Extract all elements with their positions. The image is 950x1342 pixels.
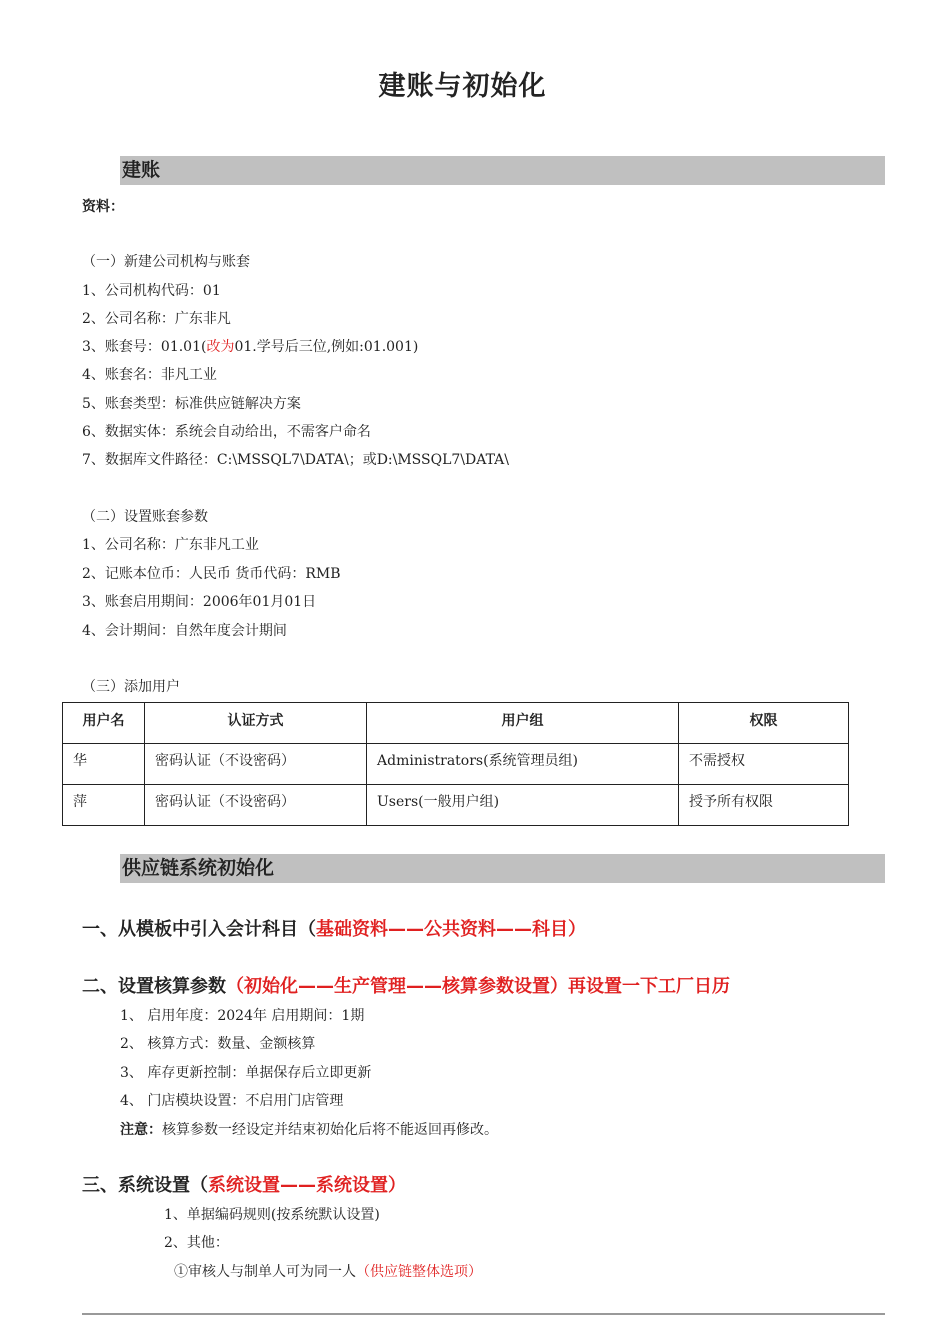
page-title: 建账与初始化 <box>378 71 547 102</box>
cell-permission: 授予所有权限 <box>679 785 849 826</box>
step3-heading <box>82 1174 406 1198</box>
data-label: 资料： <box>82 199 124 215</box>
cell-permission: 不需授权 <box>679 744 849 785</box>
note <box>120 1120 498 1140</box>
list-item: 3、账套启用期间：2006年01月01日 <box>82 594 317 610</box>
column-header-group: 用户组 <box>367 703 679 744</box>
part1-heading: （一）新建公司机构与账套 <box>82 254 250 270</box>
step3-highlight: 系统设置——系统设置） <box>208 1175 406 1196</box>
list-item: 1、公司机构代码：01 <box>82 283 221 299</box>
cell-username: 华 <box>63 744 145 785</box>
step3-prefix: 三、系统设置（ <box>82 1175 208 1196</box>
cell-group: Users(一般用户组) <box>367 785 679 826</box>
sub-item-highlight: （供应链整体选项） <box>356 1264 482 1280</box>
list-item: 1、公司名称：广东非凡工业 <box>82 537 259 553</box>
note-label: 注意： <box>120 1122 162 1138</box>
column-header-username: 用户名 <box>63 703 145 744</box>
list-item: 4、 门店模块设置：不启用门店管理 <box>120 1093 344 1109</box>
table-header-row <box>63 703 849 744</box>
list-item: 2、公司名称：广东非凡 <box>82 311 231 327</box>
account-number-suffix: 01.学号后三位,例如:01.001) <box>234 339 419 355</box>
section-header-init: 供应链系统初始化 <box>120 854 885 883</box>
step2-heading <box>82 975 730 999</box>
list-item: 1、单据编码规则(按系统默认设置) <box>164 1207 380 1223</box>
part3-heading: （三）添加用户 <box>82 679 180 695</box>
footer-divider <box>82 1313 885 1315</box>
sub-item-text: ①审核人与制单人可为同一人 <box>174 1264 356 1280</box>
cell-group: Administrators(系统管理员组) <box>367 744 679 785</box>
list-item: 2、其他： <box>164 1235 229 1251</box>
users-table <box>62 702 849 826</box>
column-header-auth: 认证方式 <box>145 703 367 744</box>
list-item: 1、 启用年度：2024年 启用期间：1期 <box>120 1008 365 1024</box>
column-header-permission: 权限 <box>679 703 849 744</box>
list-item: 5、账套类型：标准供应链解决方案 <box>82 396 301 412</box>
account-number-highlight: 改为 <box>206 339 235 355</box>
list-item: 7、数据库文件路径：C:\MSSQL7\DATA\；或D:\MSSQL7\DATA\ <box>82 452 509 468</box>
part2-heading: （二）设置账套参数 <box>82 509 208 525</box>
list-item: 6、数据实体：系统会自动给出，不需客户命名 <box>82 424 371 440</box>
list-item-account-number <box>82 337 418 357</box>
list-item: 3、 库存更新控制：单据保存后立即更新 <box>120 1065 372 1081</box>
cell-auth: 密码认证（不设密码） <box>145 785 367 826</box>
account-number-prefix: 3、账套号：01.01( <box>82 339 207 355</box>
list-item: 2、记账本位币：人民币 货币代码：RMB <box>82 566 341 582</box>
step1-prefix: 一、从模板中引入会计科目（ <box>82 919 316 940</box>
step2-prefix: 二、设置核算参数 <box>82 976 226 997</box>
sub-list-item <box>174 1262 482 1282</box>
step2-highlight: （初始化——生产管理——核算参数设置）再设置一下工厂日历 <box>226 976 730 997</box>
list-item: 2、 核算方式：数量、金额核算 <box>120 1036 316 1052</box>
table-row <box>63 744 849 785</box>
list-item: 4、账套名：非凡工业 <box>82 367 217 383</box>
step1-heading <box>82 918 586 942</box>
section-header-setup: 建账 <box>120 156 885 185</box>
cell-auth: 密码认证（不设密码） <box>145 744 367 785</box>
note-text: 核算参数一经设定并结束初始化后将不能返回再修改。 <box>162 1122 498 1138</box>
cell-username: 萍 <box>63 785 145 826</box>
step1-highlight: 基础资料——公共资料——科目） <box>316 919 586 940</box>
table-row <box>63 785 849 826</box>
list-item: 4、会计期间：自然年度会计期间 <box>82 623 287 639</box>
